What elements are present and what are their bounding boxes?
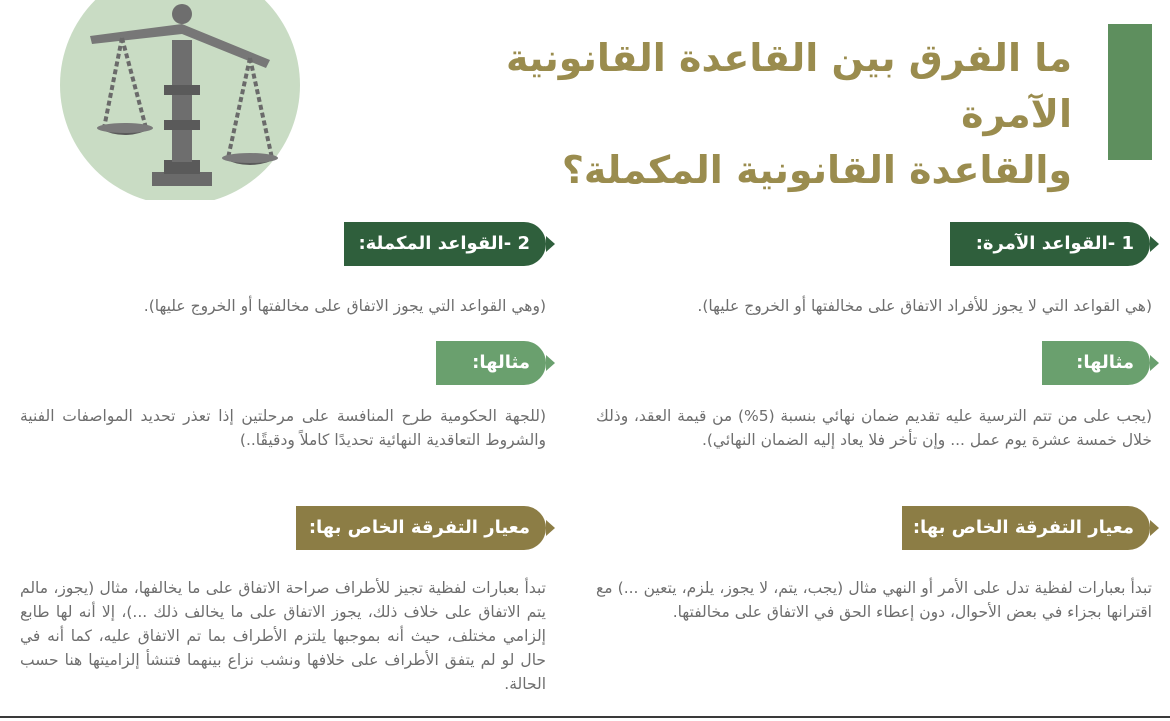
mandatory-criterion-text: تبدأ بعبارات لفظية تدل على الأمر أو النهي مثال (يجب، يتم، لا يجوز، يلزم، يتعين ...) مع اقترانها بجزاء في بعض الأحوال، دون إعطاء الحق في الاتفاق على مخالفتها. — [596, 579, 1152, 621]
mandatory-rules-definition: (هي القواعد التي لا يجوز للأفراد الاتفاق على مخالفتها أو الخروج عليها). — [697, 297, 1152, 315]
complementary-rules-definition: (وهي القواعد التي يجوز الاتفاق على مخالفتها أو الخروج عليها). — [143, 297, 546, 315]
complementary-criterion-text: تبدأ بعبارات لفظية تجيز للأطراف صراحة الاتفاق على ما يخالفها، مثال (يجوز، مالم يتم الاتفاق على خلاف ذلك، يجوز الاتفاق على ما يخالف ذلك ...)، إلا أنه لها طابع إلزامي مختلف، حيث أنه بموجبها يلتزم الأطراف بما تم الاتفاق عليه، كما أنه في حال لو لم يتفق الأطراف على خلافها ونشب نزاع بينهما فتنشأ إلزاميتها هنا حسب الحالة. — [20, 579, 546, 693]
mandatory-example-text: (يجب على من تتم الترسية عليه تقديم ضمان نهائي بنسبة (5%) من قيمة العقد، وذلك خلال خمسة عشرة يوم عمل ... وإن تأخر فلا يعاد إليه الضمان النهائي). — [596, 407, 1152, 449]
page-title-line-1: ما الفرق بين القاعدة القانونية الآمرة — [505, 36, 1072, 136]
title-accent-bar — [1108, 24, 1152, 160]
complementary-example-text: (للجهة الحكومية طرح المنافسة على مرحلتين إذا تعذر تحديد المواصفات الفنية والشروط التعاقدية النهائية تحديدًا كاملاً ودقيقًا..) — [20, 407, 546, 449]
mandatory-example-heading: مثالها: — [1042, 341, 1150, 385]
complementary-criterion-heading: معيار التفرقة الخاص بها: — [296, 506, 546, 550]
bottom-divider — [0, 716, 1170, 718]
mandatory-rules-heading: 1 -القواعد الآمرة: — [950, 222, 1150, 266]
mandatory-criterion-heading: معيار التفرقة الخاص بها: — [902, 506, 1150, 550]
complementary-example-heading: مثالها: — [436, 341, 546, 385]
page-title-line-2: والقاعدة القانونية المكملة؟ — [561, 148, 1072, 192]
complementary-rules-heading: 2 -القواعد المكملة: — [344, 222, 546, 266]
page-title — [412, 30, 1072, 198]
scales-of-justice-icon — [60, 0, 300, 200]
